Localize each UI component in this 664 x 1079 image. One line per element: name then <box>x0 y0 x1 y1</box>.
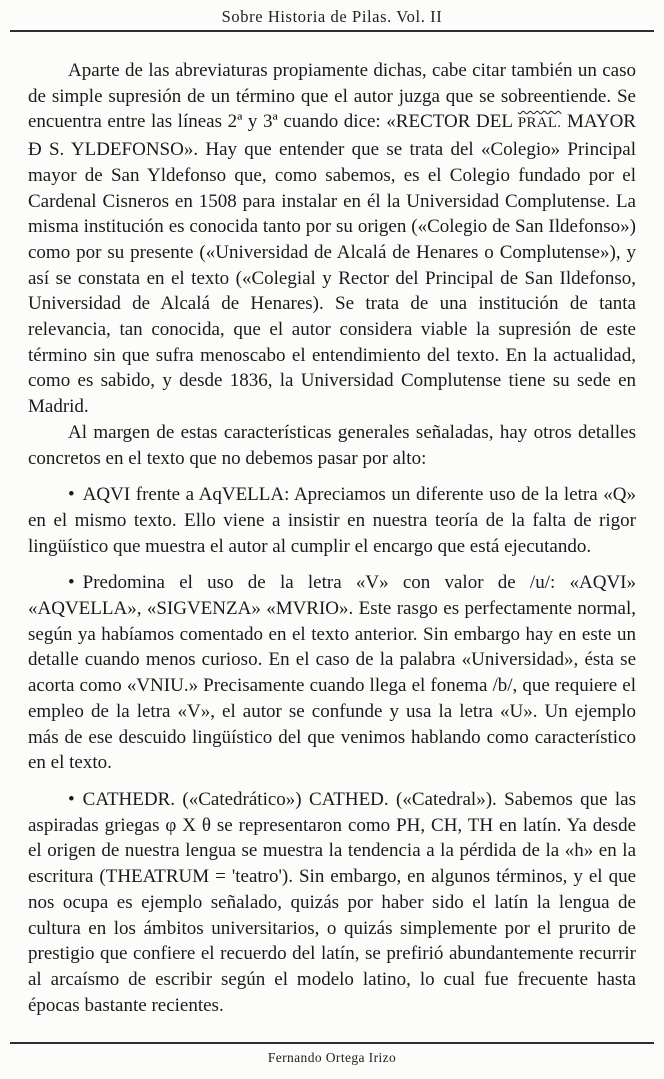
paragraph-text-pre: Aparte de las abreviaturas propiamente dichas, cabe citar también un caso de simple supresión de un término que el autor juzga que se sobreentiende. Se encuentra entre las líneas 2ª y 3ª cuando dice: «RECTOR DEL <box>28 60 636 133</box>
bullet-text: AQVI frente a AqVELLA: Apreciamos un diferente uso de la letra «Q» en el mismo texto. Ello viene a insistir en nuestra teoría de la falta de rigor lingüístico que muestra el autor al cumplir el encargo que está ejecutando. <box>28 484 636 557</box>
bullet-icon: • <box>68 572 75 594</box>
paragraph-abbreviation-case <box>28 58 636 420</box>
page-header <box>0 0 664 32</box>
bullet-item-letter-q <box>28 482 636 559</box>
page-body <box>28 58 636 1018</box>
header-rule <box>10 30 654 32</box>
running-title: Sobre Historia de Pilas. Vol. II <box>221 7 443 26</box>
pral-abbreviation: PRAL. <box>517 115 562 132</box>
bullet-icon: • <box>68 788 75 810</box>
bullet-item-letter-v <box>28 570 636 776</box>
bullet-icon: • <box>68 484 75 506</box>
bullet-text: Predomina el uso de la letra «V» con valor de /u/: «AQVI» «AQVELLA», «SIGVENZA» «MVRIO». Este rasgo es perfectamente normal, según ya habíamos comentado en el texto anterior. Sin embargo hay en este un detalle cuando menos curioso. En el caso de la palabra «Universidad», ésta se acorta como «VNIU.» Precisamente cuando llega el fonema /b/, que requiere el empleo de la letra «V», el autor se confunde y usa la letra «U». Un ejemplo más de ese descuido lingüístico del que venimos hablando como característico en el texto. <box>28 572 636 774</box>
bullet-text: CATHEDR. («Catedrático») CATHED. («Catedral»). Sabemos que las aspiradas griegas φ Χ θ se representaron como PH, CH, TH en latín. Ya desde el origen de nuestra lengua se muestra la tendencia a la pérdida de la «h» en la escritura (THEATRUM = 'teatro'). Sin embargo, en algunos términos, y el que nos ocupa es ejemplo señalado, quizás por haber sido el latín la lengua de cultura en los ámbitos universitarios, o quizás simplemente por el prurito de prestigio que confiere el recuerdo del latín, se prefirió abundantemente recurrir al arcaísmo de escribir según el modelo latino, lo cual fue frecuente hasta épocas bastante recientes. <box>28 788 636 1016</box>
paragraph-intro-details: Al margen de estas características generales señaladas, hay otros detalles concretos en el texto que no debemos pasar por alto: <box>28 421 636 469</box>
page-footer <box>0 1042 664 1066</box>
paragraph-text-post: MAYOR Đ S. YLDEFONSO». Hay que entender que se trata del «Colegio» Principal mayor de San Yldefonso que, como sabemos, es el Colegio fundado por el Cardenal Cisneros en 1508 para instalar en él la Universidad Complutense. La misma institución es conocida tanto por su origen («Colegio de San Ildefonso») como por su presente («Universidad de Alcalá de Henares o Complutense»), y así se constata en el texto («Colegial y Rector del Principal de San Ildefonso, Universidad de Alcalá de Henares). Se trata de una institución de tanta relevancia, tan conocida, que el autor considera viable la supresión de este término sin que sufra menoscabo el entendimiento del texto. En la actualidad, como es sabido, y desde 1836, la Universidad Complutense tiene su sede en Madrid. <box>28 111 636 418</box>
bullet-item-cathedr <box>28 787 636 1018</box>
footer-author: Fernando Ortega Irizo <box>267 1050 397 1065</box>
